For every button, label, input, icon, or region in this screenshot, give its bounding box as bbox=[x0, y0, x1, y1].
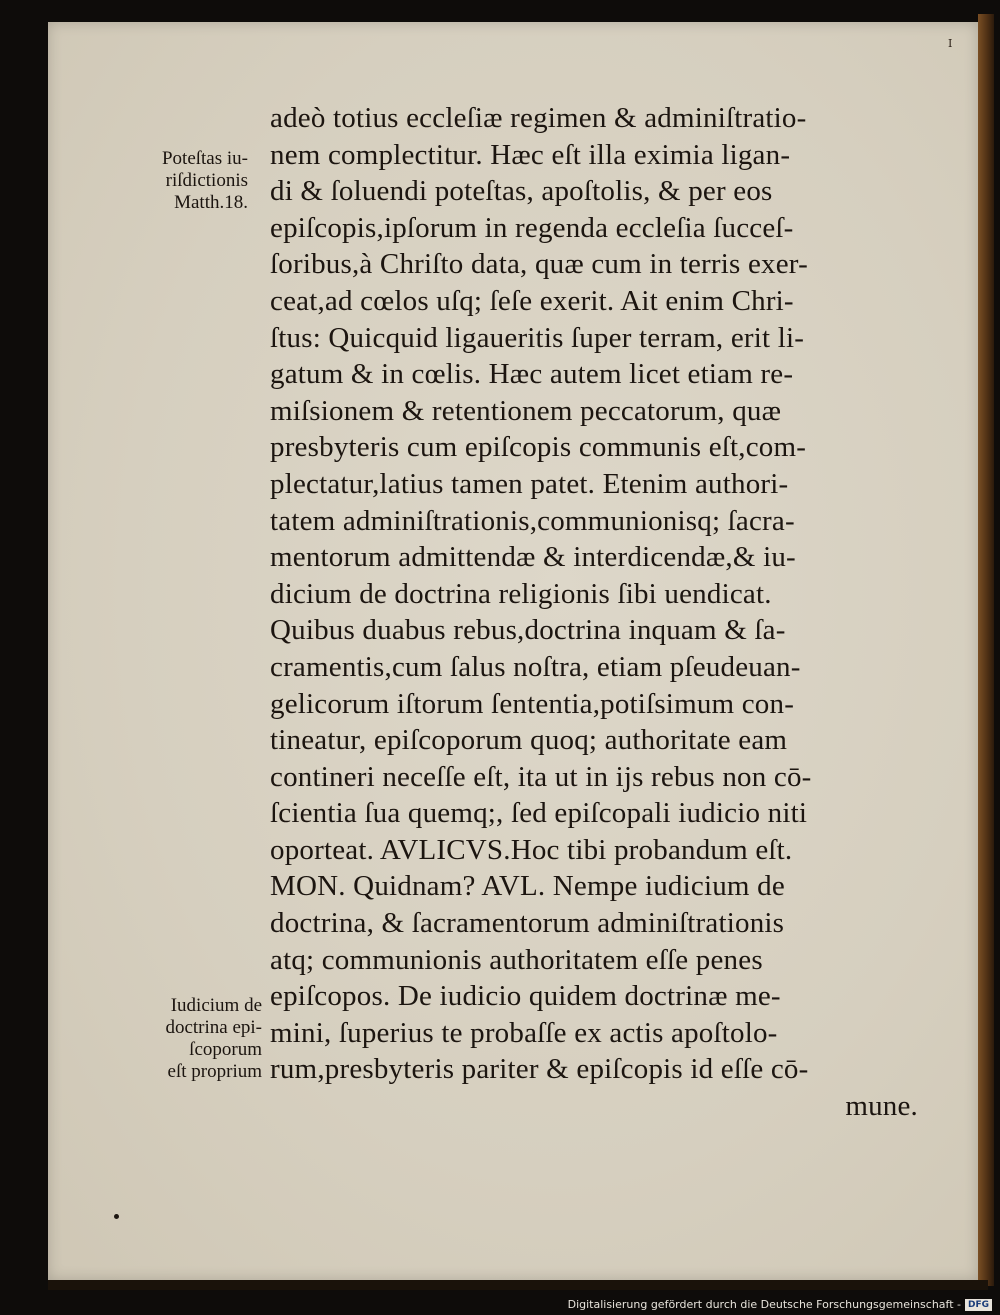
margin-note-line: Iudicium de bbox=[170, 995, 262, 1016]
text-line: gatum & in cœlis. Hæc autem licet etiam re- bbox=[270, 358, 794, 391]
text-line: dicium de doctrina religionis ſibi uendicat. bbox=[270, 577, 772, 610]
main-text-block bbox=[270, 100, 918, 1125]
ink-dot bbox=[114, 1214, 119, 1219]
text-line: di & ſoluendi poteſtas, apoſtolis, & per eos bbox=[270, 175, 773, 208]
text-line: epiſcopos. De iudicio quidem doctrinæ me- bbox=[270, 980, 781, 1013]
text-line: oporteat. AVLICVS.Hoc tibi probandum eſt. bbox=[270, 833, 793, 866]
text-line-catchword: mune. bbox=[845, 1090, 918, 1123]
text-line: mentorum admittendæ & interdicendæ,& iu- bbox=[270, 541, 796, 574]
text-line: contineri neceſſe eſt, ita ut in ijs rebus non cō- bbox=[270, 760, 812, 793]
text-line: ſtus: Quicquid ligaueritis ſuper terram, erit li- bbox=[270, 321, 805, 354]
margin-note-line: eſt proprium bbox=[167, 1061, 262, 1082]
text-line: adeò totius eccleſiæ regimen & adminiſtratio- bbox=[270, 102, 807, 134]
margin-note-line: doctrina epi- bbox=[165, 1017, 262, 1038]
text-line: epiſcopis,ipſorum in regenda eccleſia ſucceſ- bbox=[270, 211, 794, 244]
margin-note-potestas bbox=[112, 148, 248, 214]
text-line: gelicorum iſtorum ſententia,potiſsimum con- bbox=[270, 687, 795, 720]
margin-note-iudicium bbox=[114, 995, 262, 1083]
text-line: ceat,ad cœlos uſq; ſeſe exerit. Ait enim Chri- bbox=[270, 284, 794, 317]
margin-note-line: riſdictionis bbox=[165, 170, 248, 191]
text-line: ſoribus,à Chriſto data, quæ cum in terris exer- bbox=[270, 248, 808, 281]
text-line: doctrina, & ſacramentorum adminiſtrationis bbox=[270, 907, 785, 940]
text-line: plectatur,latius tamen patet. Etenim authori- bbox=[270, 467, 789, 500]
text-line: cramentis,cum ſalus noſtra, etiam pſeudeuan- bbox=[270, 650, 801, 683]
margin-note-line: ſcoporum bbox=[189, 1039, 262, 1060]
text-line: Quibus duabus rebus,doctrina inquam & ſa- bbox=[270, 614, 786, 647]
text-line: mini, ſuperius te probaſſe ex actis apoſtolo- bbox=[270, 1016, 778, 1049]
footer-credit bbox=[568, 1298, 992, 1311]
margin-note-line: Matth.18. bbox=[174, 192, 248, 213]
dfg-logo: DFG bbox=[965, 1299, 992, 1311]
text-line: tineatur, epiſcoporum quoq; authoritate eam bbox=[270, 724, 788, 757]
margin-note-line: Poteſtas iu- bbox=[161, 148, 248, 169]
text-line: tatem adminiſtrationis,communionisq; ſacra- bbox=[270, 504, 795, 537]
book-edge bbox=[978, 14, 994, 1286]
text-line: miſsionem & retentionem peccatorum, quæ bbox=[270, 394, 782, 427]
text-line: rum,presbyteris pariter & epiſcopis id eſſe cō- bbox=[270, 1053, 809, 1086]
page-bottom-shadow bbox=[48, 1280, 988, 1290]
page-mark: I bbox=[948, 37, 953, 50]
text-line: nem complectitur. Hæc eſt illa eximia ligan- bbox=[270, 138, 791, 171]
text-line: atq; communionis authoritatem eſſe penes bbox=[270, 943, 763, 976]
text-line: ſcientia ſua quemq;, ſed epiſcopali iudicio niti bbox=[270, 797, 808, 830]
text-line: presbyteris cum epiſcopis communis eſt,com- bbox=[270, 431, 807, 464]
footer-text: Digitalisierung gefördert durch die Deutsche Forschungsgemeinschaft - bbox=[567, 1298, 961, 1311]
text-line: MON. Quidnam? AVL. Nempe iudicium de bbox=[270, 870, 785, 903]
